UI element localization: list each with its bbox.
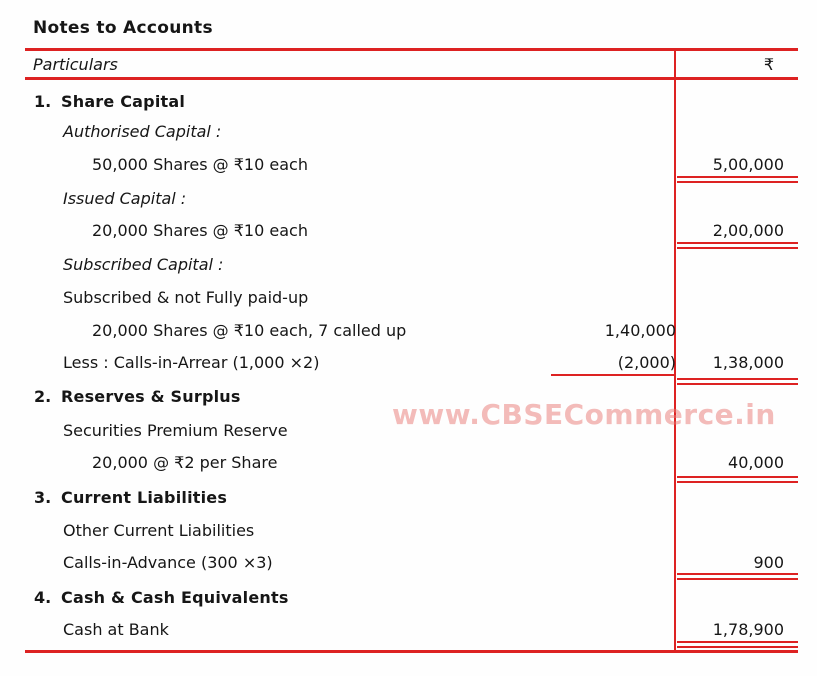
- table-row: [25, 251, 798, 277]
- table-row: [25, 217, 798, 243]
- table-row: [25, 517, 798, 543]
- table-bottom-rule: [25, 650, 798, 653]
- row-number: 3.: [34, 487, 52, 507]
- row-label: 20,000 Shares @ ₹10 each, 7 called up: [92, 320, 407, 340]
- page-title: Notes to Accounts: [33, 18, 213, 38]
- table-row: [25, 88, 798, 114]
- row-amount: 5,00,000: [712, 154, 784, 174]
- table-row: [25, 284, 798, 310]
- table-row: [25, 616, 798, 642]
- row-label: Other Current Liabilities: [63, 520, 255, 540]
- table-row: [25, 549, 798, 575]
- row-label: Current Liabilities: [61, 487, 228, 507]
- table-row: [25, 584, 798, 610]
- table-row: [25, 317, 798, 343]
- rupee-symbol-header: ₹: [763, 54, 774, 74]
- row-label: 20,000 @ ₹2 per Share: [92, 452, 278, 472]
- header-bottom-rule: [25, 77, 798, 80]
- row-label: Calls-in-Advance (300 ×3): [63, 552, 273, 572]
- row-label: 20,000 Shares @ ₹10 each: [92, 220, 308, 240]
- amount-double-rule: [677, 176, 798, 183]
- table-header-row: [25, 51, 798, 77]
- row-label: Cash at Bank: [63, 619, 169, 639]
- row-amount: 40,000: [728, 452, 784, 472]
- row-label: Issued Capital :: [63, 188, 187, 208]
- row-amount: 2,00,000: [712, 220, 784, 240]
- row-label: 50,000 Shares @ ₹10 each: [92, 154, 308, 174]
- row-mid-amount: (2,000): [617, 352, 676, 372]
- table-row: [25, 484, 798, 510]
- table-row: [25, 118, 798, 144]
- table-row: [25, 383, 798, 409]
- row-number: 4.: [34, 587, 52, 607]
- table-row: [25, 185, 798, 211]
- row-number: 2.: [34, 386, 52, 406]
- row-mid-amount: 1,40,000: [604, 320, 676, 340]
- row-label: Authorised Capital :: [63, 121, 222, 141]
- row-label: Share Capital: [61, 91, 186, 111]
- particulars-header: Particulars: [33, 54, 118, 74]
- amount-double-rule: [677, 242, 798, 249]
- watermark: www.CBSECommerce.in: [392, 398, 776, 431]
- table-row: [25, 349, 798, 375]
- row-label: Subscribed & not Fully paid-up: [63, 287, 309, 307]
- row-amount: 900: [753, 552, 784, 572]
- row-label: Subscribed Capital :: [63, 254, 224, 274]
- row-amount: 1,38,000: [712, 352, 784, 372]
- row-label: Cash & Cash Equivalents: [61, 587, 289, 607]
- row-number: 1.: [34, 91, 52, 111]
- table-row: [25, 151, 798, 177]
- table-row: [25, 449, 798, 475]
- row-label: Reserves & Surplus: [61, 386, 241, 406]
- amount-double-rule: [677, 641, 798, 648]
- amount-double-rule: [677, 476, 798, 483]
- table-row: [25, 417, 798, 443]
- row-label: Less : Calls-in-Arrear (1,000 ×2): [63, 352, 320, 372]
- row-amount: 1,78,900: [712, 619, 784, 639]
- row-label: Securities Premium Reserve: [63, 420, 288, 440]
